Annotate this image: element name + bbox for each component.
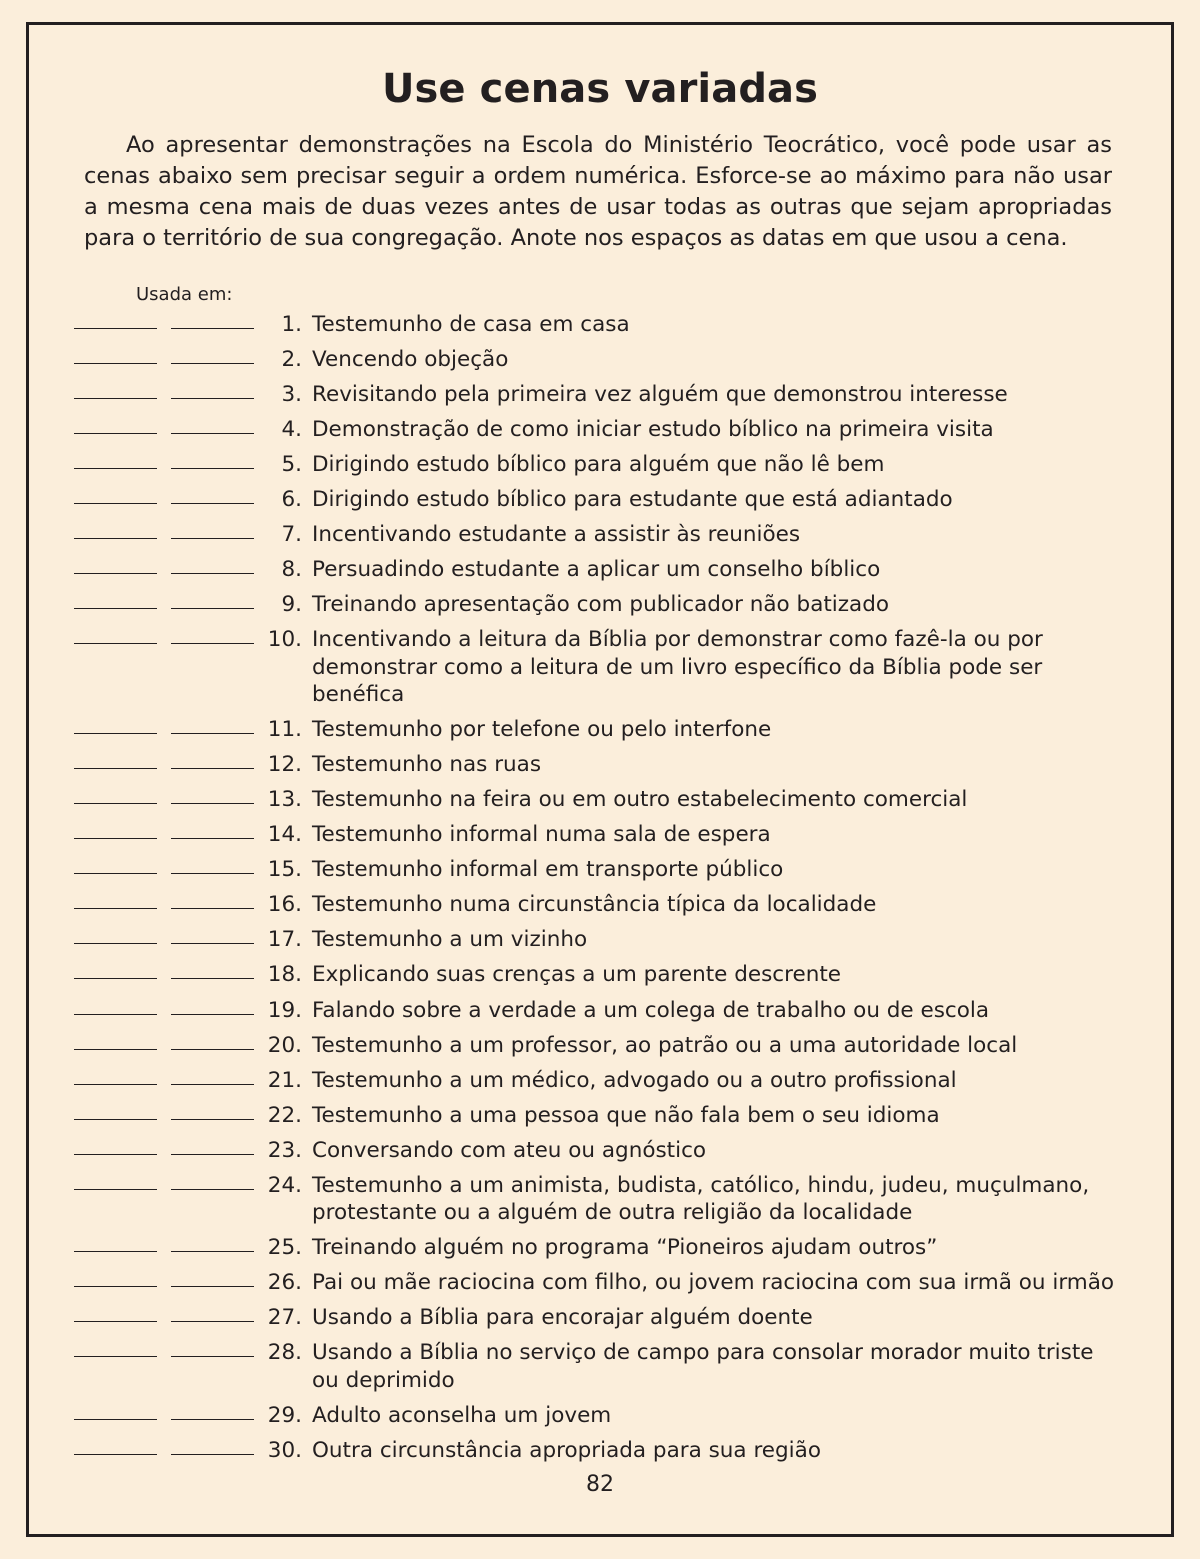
scene-text: Testemunho nas ruas	[312, 752, 542, 778]
date-blank-second[interactable]	[171, 1119, 254, 1120]
date-blank-second[interactable]	[171, 1049, 254, 1050]
date-blank-first[interactable]	[74, 468, 157, 469]
date-blank-first[interactable]	[74, 1049, 157, 1050]
scene-number: 18.	[267, 962, 302, 988]
scene-number: 19.	[267, 997, 302, 1023]
scene-number: 16.	[267, 892, 302, 918]
scene-text: Usando a Bíblia no serviço de campo para consolar morador muito triste ou deprimido	[312, 1340, 1094, 1393]
scene-number: 11.	[267, 717, 302, 743]
scene-text: Vencendo objeção	[312, 347, 509, 373]
scene-number: 12.	[267, 752, 302, 778]
scene-number: 6.	[281, 487, 302, 513]
date-blank-first[interactable]	[74, 803, 157, 804]
date-blanks	[74, 591, 254, 609]
date-blanks	[74, 1067, 254, 1085]
scene-number: 4.	[281, 417, 302, 443]
date-blanks	[74, 521, 254, 539]
scene-text: Incentivando estudante a assistir às reuniões	[312, 522, 801, 548]
scene-text: Testemunho de casa em casa	[312, 312, 630, 338]
date-blanks	[74, 626, 254, 644]
scene-number: 13.	[267, 787, 302, 813]
date-blank-first[interactable]	[74, 1154, 157, 1155]
list-item	[74, 1102, 1126, 1130]
scene-text: Explicando suas crenças a um parente descrente	[312, 962, 841, 988]
scene-number: 3.	[281, 382, 302, 408]
scene-number: 15.	[267, 857, 302, 883]
date-blank-second[interactable]	[171, 468, 254, 469]
scene-text: Dirigindo estudo bíblico para estudante que está adiantado	[312, 487, 953, 513]
list-item	[74, 1437, 1126, 1465]
date-blanks	[74, 311, 254, 329]
date-blank-first[interactable]	[74, 1419, 157, 1420]
date-blank-second[interactable]	[171, 768, 254, 769]
date-blank-second[interactable]	[171, 398, 254, 399]
scene-text: Outra circunstância apropriada para sua região	[312, 1437, 821, 1463]
date-blanks	[74, 556, 254, 574]
date-blanks	[74, 786, 254, 804]
scene-text: Demonstração de como iniciar estudo bíblico na primeira visita	[312, 417, 994, 443]
list-item	[74, 926, 1126, 954]
date-blank-first[interactable]	[74, 363, 157, 364]
scene-number: 22.	[267, 1102, 302, 1128]
scene-text: Dirigindo estudo bíblico para alguém que não lê bem	[312, 452, 885, 478]
date-blank-first[interactable]	[74, 908, 157, 909]
date-blank-first[interactable]	[74, 643, 157, 644]
date-blank-first[interactable]	[74, 503, 157, 504]
scene-text: Adulto aconselha um jovem	[312, 1402, 612, 1428]
list-item	[74, 997, 1126, 1025]
scene-number: 5.	[281, 452, 302, 478]
date-blanks	[74, 1304, 254, 1322]
date-blanks	[74, 451, 254, 469]
list-item	[74, 961, 1126, 989]
scene-text: Testemunho a um professor, ao patrão ou a uma autoridade local	[312, 1032, 1018, 1058]
date-blank-first[interactable]	[74, 943, 157, 944]
date-blank-first[interactable]	[74, 1251, 157, 1252]
date-blanks	[74, 997, 254, 1015]
date-blank-first[interactable]	[74, 1356, 157, 1357]
date-blank-second[interactable]	[171, 503, 254, 504]
date-blank-second[interactable]	[171, 803, 254, 804]
list-item	[74, 521, 1126, 549]
scene-number: 24.	[267, 1172, 302, 1198]
date-blank-first[interactable]	[74, 1286, 157, 1287]
date-blanks	[74, 821, 254, 839]
date-blanks	[74, 416, 254, 434]
date-blanks	[74, 1137, 254, 1155]
date-blank-first[interactable]	[74, 978, 157, 979]
date-blanks	[74, 1032, 254, 1050]
list-item	[74, 486, 1126, 514]
date-blank-first[interactable]	[74, 1454, 157, 1455]
date-blanks	[74, 1402, 254, 1420]
date-blank-second[interactable]	[171, 1321, 254, 1322]
date-blank-first[interactable]	[74, 328, 157, 329]
date-blank-second[interactable]	[171, 838, 254, 839]
list-item	[74, 626, 1126, 709]
date-blank-first[interactable]	[74, 1119, 157, 1120]
date-blank-first[interactable]	[74, 1189, 157, 1190]
intro-paragraph: Ao apresentar demonstrações na Escola do Ministério Teocrático, você pode usar as cenas abaixo sem precisar seguir a ordem numérica. Esforce-se ao máximo para não usar a mesma cena mais de duas vezes antes de usar todas as outras que sejam apropriadas para o território de sua congregação. Anote nos espaços as datas em que usou a cena.	[84, 132, 1112, 252]
list-item	[74, 1269, 1126, 1297]
scene-number: 27.	[267, 1305, 302, 1331]
scene-number: 17.	[267, 927, 302, 953]
scene-text: Testemunho a uma pessoa que não fala bem o seu idioma	[312, 1102, 940, 1128]
date-blanks	[74, 1437, 254, 1455]
date-blank-second[interactable]	[171, 1189, 254, 1190]
date-blank-first[interactable]	[74, 573, 157, 574]
date-blank-second[interactable]	[171, 1154, 254, 1155]
scene-number: 23.	[267, 1137, 302, 1163]
scene-text: Usando a Bíblia para encorajar alguém doente	[312, 1305, 813, 1331]
list-item	[74, 1137, 1126, 1165]
scene-text: Persuadindo estudante a aplicar um conselho bíblico	[312, 557, 881, 583]
date-blank-first[interactable]	[74, 1014, 157, 1015]
scene-number: 10.	[267, 627, 302, 653]
scene-number: 1.	[281, 312, 302, 338]
date-blanks	[74, 961, 254, 979]
date-blank-second[interactable]	[171, 1419, 254, 1420]
scene-text: Treinando apresentação com publicador não batizado	[312, 592, 890, 618]
list-item	[74, 751, 1126, 779]
date-blanks	[74, 486, 254, 504]
date-blanks	[74, 381, 254, 399]
list-item	[74, 591, 1126, 619]
date-blank-second[interactable]	[171, 978, 254, 979]
date-blanks	[74, 1269, 254, 1287]
scene-number: 26.	[267, 1270, 302, 1296]
date-blanks	[74, 1339, 254, 1357]
date-blanks	[74, 1102, 254, 1120]
date-blanks	[74, 346, 254, 364]
date-blank-first[interactable]	[74, 608, 157, 609]
scene-text: Pai ou mãe raciocina com filho, ou jovem raciocina com sua irmã ou irmão	[312, 1270, 1115, 1296]
date-blank-second[interactable]	[171, 538, 254, 539]
date-blank-second[interactable]	[171, 873, 254, 874]
scene-number: 21.	[267, 1067, 302, 1093]
scene-text: Treinando alguém no programa “Pioneiros ajudam outros”	[312, 1235, 938, 1261]
date-blanks	[74, 926, 254, 944]
date-blank-second[interactable]	[171, 733, 254, 734]
scene-text: Testemunho numa circunstância típica da localidade	[312, 892, 877, 918]
date-blank-first[interactable]	[74, 838, 157, 839]
list-item	[74, 381, 1126, 409]
date-blank-second[interactable]	[171, 1084, 254, 1085]
date-blank-second[interactable]	[171, 328, 254, 329]
date-blank-second[interactable]	[171, 943, 254, 944]
list-item	[74, 1402, 1126, 1430]
list-item	[74, 821, 1126, 849]
page-number: 82	[586, 1472, 614, 1497]
date-blanks	[74, 751, 254, 769]
date-blank-second[interactable]	[171, 908, 254, 909]
date-blank-second[interactable]	[171, 643, 254, 644]
date-blank-second[interactable]	[171, 1454, 254, 1455]
list-item	[74, 1339, 1126, 1394]
scene-number: 8.	[281, 557, 302, 583]
scene-number: 28.	[267, 1340, 302, 1366]
scene-number: 25.	[267, 1235, 302, 1261]
date-blanks	[74, 1172, 254, 1190]
scene-number: 14.	[267, 822, 302, 848]
date-blank-second[interactable]	[171, 573, 254, 574]
scene-text: Incentivando a leitura da Bíblia por demonstrar como fazê-la ou por demonstrar como a leitura de um livro específico da Bíblia pode ser benéfica	[312, 627, 1043, 708]
list-item	[74, 891, 1126, 919]
list-item	[74, 1172, 1126, 1227]
list-item	[74, 416, 1126, 444]
scene-text: Testemunho a um vizinho	[312, 927, 588, 953]
scene-number: 29.	[267, 1402, 302, 1428]
scene-text: Testemunho por telefone ou pelo interfone	[312, 717, 772, 743]
scene-number: 30.	[267, 1437, 302, 1463]
scene-text: Testemunho a um médico, advogado ou a outro profissional	[312, 1067, 957, 1093]
date-blanks	[74, 891, 254, 909]
date-blank-second[interactable]	[171, 1014, 254, 1015]
date-blank-second[interactable]	[171, 1286, 254, 1287]
date-blanks	[74, 856, 254, 874]
date-blanks	[74, 1234, 254, 1252]
date-blank-first[interactable]	[74, 733, 157, 734]
scene-text: Falando sobre a verdade a um colega de trabalho ou de escola	[312, 997, 990, 1023]
list-item	[74, 856, 1126, 884]
date-blank-first[interactable]	[74, 1084, 157, 1085]
list-item	[74, 451, 1126, 479]
page-title: Use cenas variadas	[381, 66, 819, 112]
date-blank-first[interactable]	[74, 1321, 157, 1322]
scene-text: Conversando com ateu ou agnóstico	[312, 1137, 707, 1163]
date-blanks	[74, 716, 254, 734]
list-item	[74, 716, 1126, 744]
date-blank-first[interactable]	[74, 873, 157, 874]
scene-text: Testemunho na feira ou em outro estabelecimento comercial	[312, 787, 968, 813]
scene-text: Testemunho informal numa sala de espera	[312, 822, 771, 848]
date-blank-second[interactable]	[171, 363, 254, 364]
used-on-label: Usada em:	[136, 284, 233, 306]
scene-text: Testemunho informal em transporte público	[312, 857, 784, 883]
scene-number: 20.	[267, 1032, 302, 1058]
list-item	[74, 1234, 1126, 1262]
date-blank-first[interactable]	[74, 433, 157, 434]
list-item	[74, 556, 1126, 584]
scene-number: 9.	[281, 592, 302, 618]
scene-list	[74, 311, 1126, 1464]
list-item	[74, 1304, 1126, 1332]
list-item	[74, 346, 1126, 374]
date-blank-second[interactable]	[171, 433, 254, 434]
scene-text: Testemunho a um animista, budista, católico, hindu, judeu, muçulmano, protestante ou a alguém de outra religião da localidade	[312, 1172, 1090, 1226]
date-blank-second[interactable]	[171, 608, 254, 609]
date-blank-first[interactable]	[74, 538, 157, 539]
list-item	[74, 1067, 1126, 1095]
date-blank-first[interactable]	[74, 768, 157, 769]
date-blank-second[interactable]	[171, 1356, 254, 1357]
list-item	[74, 1032, 1126, 1060]
scene-number: 7.	[281, 522, 302, 548]
date-blank-second[interactable]	[171, 1251, 254, 1252]
list-item	[74, 311, 1126, 339]
scene-number: 2.	[281, 347, 302, 373]
page-content	[28, 26, 1172, 1533]
list-item	[74, 786, 1126, 814]
date-blank-first[interactable]	[74, 398, 157, 399]
scene-text: Revisitando pela primeira vez alguém que demonstrou interesse	[312, 382, 1008, 408]
